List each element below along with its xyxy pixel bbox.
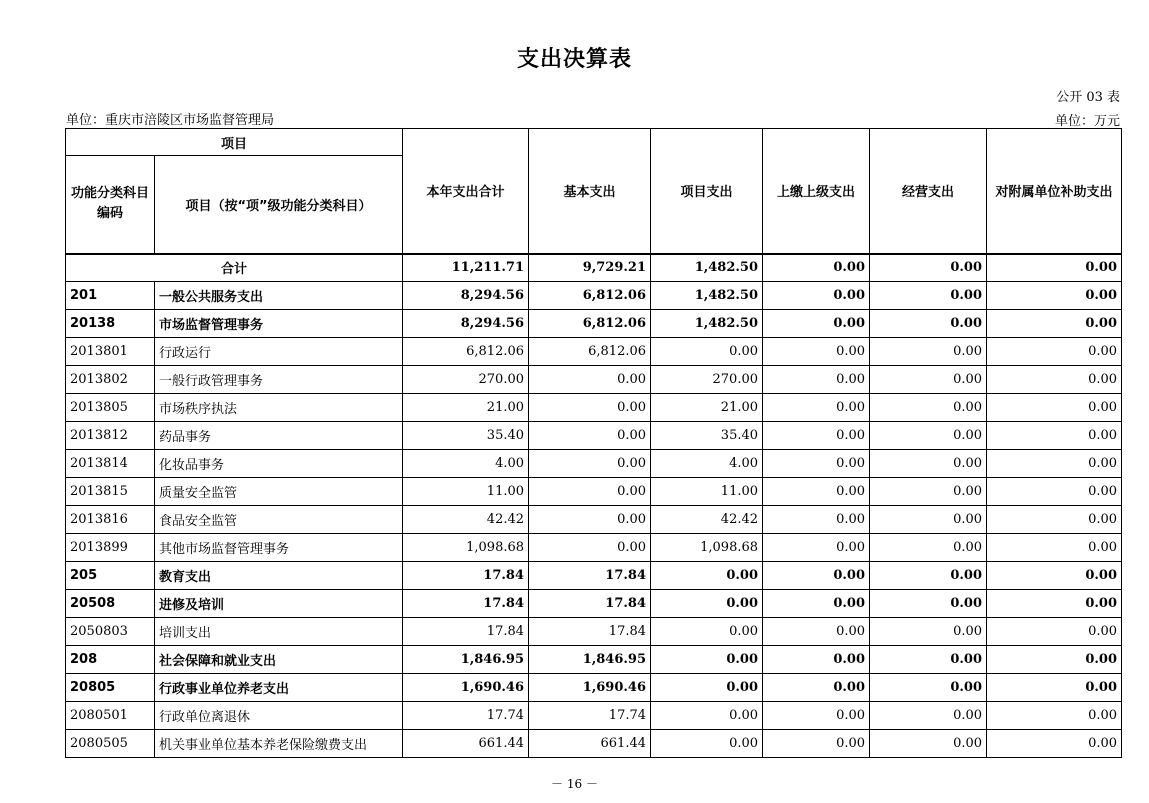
cell-name: 质量安全监管 (155, 478, 403, 506)
cell-code: 2013802 (66, 366, 155, 394)
cell-subsidy: 0.00 (987, 450, 1122, 478)
cell-basic: 0.00 (529, 394, 651, 422)
cell-basic: 0.00 (529, 422, 651, 450)
table-row (66, 618, 1122, 646)
cell-total: 6,812.06 (403, 338, 529, 366)
cell-code: 20508 (66, 590, 155, 618)
cell-total: 1,098.68 (403, 534, 529, 562)
reporting-unit: 单位：重庆市涪陵区市场监督管理局 (66, 113, 275, 128)
cell-project: 21.00 (651, 394, 763, 422)
table-row (66, 590, 1122, 618)
cell-total: 8,294.56 (403, 282, 529, 310)
cell-project: 0.00 (651, 590, 763, 618)
cell-project: 0.00 (651, 730, 763, 758)
cell-upper: 0.00 (763, 394, 870, 422)
cell-basic: 6,812.06 (529, 338, 651, 366)
total-label: 合计 (66, 254, 403, 282)
cell-upper: 0.00 (763, 310, 870, 338)
cell-project: 0.00 (651, 562, 763, 590)
cell-business: 0.00 (870, 674, 987, 702)
header-upper: 上缴上级支出 (763, 129, 870, 254)
cell-total: 1,690.46 (403, 674, 529, 702)
cell-basic: 1,690.46 (529, 674, 651, 702)
cell-business: 0.00 (870, 310, 987, 338)
cell-total: 4.00 (403, 450, 529, 478)
page-number: － 16 － (551, 777, 598, 791)
header-business: 经营支出 (870, 129, 987, 254)
cell-name: 教育支出 (155, 562, 403, 590)
cell-name: 食品安全监管 (155, 506, 403, 534)
cell-basic: 661.44 (529, 730, 651, 758)
cell-upper: 0.00 (763, 562, 870, 590)
cell-business: 0.00 (870, 338, 987, 366)
table-row (66, 422, 1122, 450)
cell-subsidy: 0.00 (987, 338, 1122, 366)
cell-basic: 17.74 (529, 702, 651, 730)
header-basic: 基本支出 (529, 129, 651, 254)
cell-subsidy: 0.00 (987, 702, 1122, 730)
cell-subsidy: 0.00 (987, 646, 1122, 674)
cell-project: 270.00 (651, 366, 763, 394)
table-row (66, 310, 1122, 338)
cell-name: 一般公共服务支出 (155, 282, 403, 310)
cell-name: 其他市场监督管理事务 (155, 534, 403, 562)
cell-total: 661.44 (403, 730, 529, 758)
cell-total: 11.00 (403, 478, 529, 506)
cell-code: 2050803 (66, 618, 155, 646)
cell-name: 行政运行 (155, 338, 403, 366)
header-subsidy: 对附属单位补助支出 (987, 129, 1122, 254)
table-row (66, 674, 1122, 702)
cell-total: 21.00 (403, 394, 529, 422)
cell-upper: 0.00 (763, 618, 870, 646)
cell-subsidy: 0.00 (987, 618, 1122, 646)
cell-code: 2013812 (66, 422, 155, 450)
table-row (66, 366, 1122, 394)
header-item-group: 项目 (66, 129, 403, 156)
cell-upper: 0.00 (763, 338, 870, 366)
total-total: 11,211.71 (403, 254, 529, 282)
cell-basic: 1,846.95 (529, 646, 651, 674)
cell-basic: 17.84 (529, 590, 651, 618)
table-row (66, 338, 1122, 366)
cell-subsidy: 0.00 (987, 730, 1122, 758)
cell-subsidy: 0.00 (987, 506, 1122, 534)
cell-total: 270.00 (403, 366, 529, 394)
cell-name: 一般行政管理事务 (155, 366, 403, 394)
cell-total: 17.84 (403, 618, 529, 646)
cell-name: 进修及培训 (155, 590, 403, 618)
total-upper: 0.00 (763, 254, 870, 282)
cell-code: 205 (66, 562, 155, 590)
cell-project: 0.00 (651, 646, 763, 674)
cell-upper: 0.00 (763, 534, 870, 562)
cell-project: 42.42 (651, 506, 763, 534)
table-row (66, 282, 1122, 310)
cell-name: 市场监督管理事务 (155, 310, 403, 338)
page-title: 支出决算表 (516, 47, 632, 72)
cell-code: 201 (66, 282, 155, 310)
cell-basic: 0.00 (529, 534, 651, 562)
cell-code: 2080501 (66, 702, 155, 730)
cell-subsidy: 0.00 (987, 674, 1122, 702)
cell-name: 化妆品事务 (155, 450, 403, 478)
table-row (66, 450, 1122, 478)
table-row (66, 534, 1122, 562)
table-row (66, 394, 1122, 422)
cell-code: 2080505 (66, 730, 155, 758)
currency-unit: 单位：万元 (1054, 114, 1120, 129)
cell-name: 市场秩序执法 (155, 394, 403, 422)
cell-subsidy: 0.00 (987, 534, 1122, 562)
cell-upper: 0.00 (763, 450, 870, 478)
cell-project: 1,098.68 (651, 534, 763, 562)
header-project: 项目支出 (651, 129, 763, 254)
cell-project: 0.00 (651, 618, 763, 646)
cell-business: 0.00 (870, 618, 987, 646)
cell-basic: 0.00 (529, 506, 651, 534)
cell-total: 35.40 (403, 422, 529, 450)
cell-upper: 0.00 (763, 674, 870, 702)
cell-project: 1,482.50 (651, 282, 763, 310)
cell-project: 0.00 (651, 674, 763, 702)
total-row (66, 254, 1122, 282)
header-code: 功能分类科目编码 (66, 156, 155, 254)
cell-basic: 17.84 (529, 618, 651, 646)
cell-code: 208 (66, 646, 155, 674)
cell-total: 17.74 (403, 702, 529, 730)
cell-basic: 6,812.06 (529, 282, 651, 310)
cell-business: 0.00 (870, 422, 987, 450)
cell-name: 行政单位离退休 (155, 702, 403, 730)
form-number: 公开 03 表 (1056, 90, 1120, 105)
cell-subsidy: 0.00 (987, 478, 1122, 506)
cell-basic: 6,812.06 (529, 310, 651, 338)
total-basic: 9,729.21 (529, 254, 651, 282)
cell-code: 20138 (66, 310, 155, 338)
cell-subsidy: 0.00 (987, 366, 1122, 394)
cell-subsidy: 0.00 (987, 590, 1122, 618)
cell-project: 35.40 (651, 422, 763, 450)
cell-total: 8,294.56 (403, 310, 529, 338)
cell-total: 17.84 (403, 590, 529, 618)
cell-code: 2013801 (66, 338, 155, 366)
cell-upper: 0.00 (763, 366, 870, 394)
cell-basic: 0.00 (529, 450, 651, 478)
cell-project: 11.00 (651, 478, 763, 506)
cell-name: 行政事业单位养老支出 (155, 674, 403, 702)
cell-business: 0.00 (870, 282, 987, 310)
cell-name: 社会保障和就业支出 (155, 646, 403, 674)
cell-business: 0.00 (870, 450, 987, 478)
cell-business: 0.00 (870, 702, 987, 730)
cell-name: 药品事务 (155, 422, 403, 450)
table-row (66, 646, 1122, 674)
cell-code: 20805 (66, 674, 155, 702)
table-row (66, 562, 1122, 590)
cell-code: 2013816 (66, 506, 155, 534)
cell-project: 4.00 (651, 450, 763, 478)
cell-total: 1,846.95 (403, 646, 529, 674)
table-row (66, 478, 1122, 506)
cell-total: 17.84 (403, 562, 529, 590)
cell-project: 0.00 (651, 338, 763, 366)
cell-subsidy: 0.00 (987, 310, 1122, 338)
cell-name: 机关事业单位基本养老保险缴费支出 (155, 730, 403, 758)
total-subsidy: 0.00 (987, 254, 1122, 282)
cell-business: 0.00 (870, 730, 987, 758)
expenditure-table (65, 128, 1122, 758)
table-row (66, 506, 1122, 534)
cell-code: 2013815 (66, 478, 155, 506)
total-project: 1,482.50 (651, 254, 763, 282)
cell-upper: 0.00 (763, 646, 870, 674)
cell-business: 0.00 (870, 590, 987, 618)
cell-upper: 0.00 (763, 730, 870, 758)
cell-business: 0.00 (870, 646, 987, 674)
cell-business: 0.00 (870, 366, 987, 394)
cell-upper: 0.00 (763, 702, 870, 730)
table-row (66, 730, 1122, 758)
cell-upper: 0.00 (763, 422, 870, 450)
cell-subsidy: 0.00 (987, 282, 1122, 310)
cell-business: 0.00 (870, 394, 987, 422)
cell-name: 培训支出 (155, 618, 403, 646)
cell-project: 1,482.50 (651, 310, 763, 338)
cell-upper: 0.00 (763, 590, 870, 618)
cell-code: 2013899 (66, 534, 155, 562)
cell-upper: 0.00 (763, 506, 870, 534)
header-total: 本年支出合计 (403, 129, 529, 254)
cell-basic: 17.84 (529, 562, 651, 590)
header-name: 项目（按“项”级功能分类科目） (155, 156, 403, 254)
cell-upper: 0.00 (763, 282, 870, 310)
cell-business: 0.00 (870, 534, 987, 562)
cell-code: 2013814 (66, 450, 155, 478)
total-business: 0.00 (870, 254, 987, 282)
cell-total: 42.42 (403, 506, 529, 534)
cell-basic: 0.00 (529, 366, 651, 394)
cell-subsidy: 0.00 (987, 422, 1122, 450)
cell-project: 0.00 (651, 702, 763, 730)
cell-business: 0.00 (870, 562, 987, 590)
cell-code: 2013805 (66, 394, 155, 422)
cell-basic: 0.00 (529, 478, 651, 506)
cell-subsidy: 0.00 (987, 394, 1122, 422)
table-row (66, 702, 1122, 730)
cell-business: 0.00 (870, 478, 987, 506)
cell-upper: 0.00 (763, 478, 870, 506)
cell-subsidy: 0.00 (987, 562, 1122, 590)
cell-business: 0.00 (870, 506, 987, 534)
